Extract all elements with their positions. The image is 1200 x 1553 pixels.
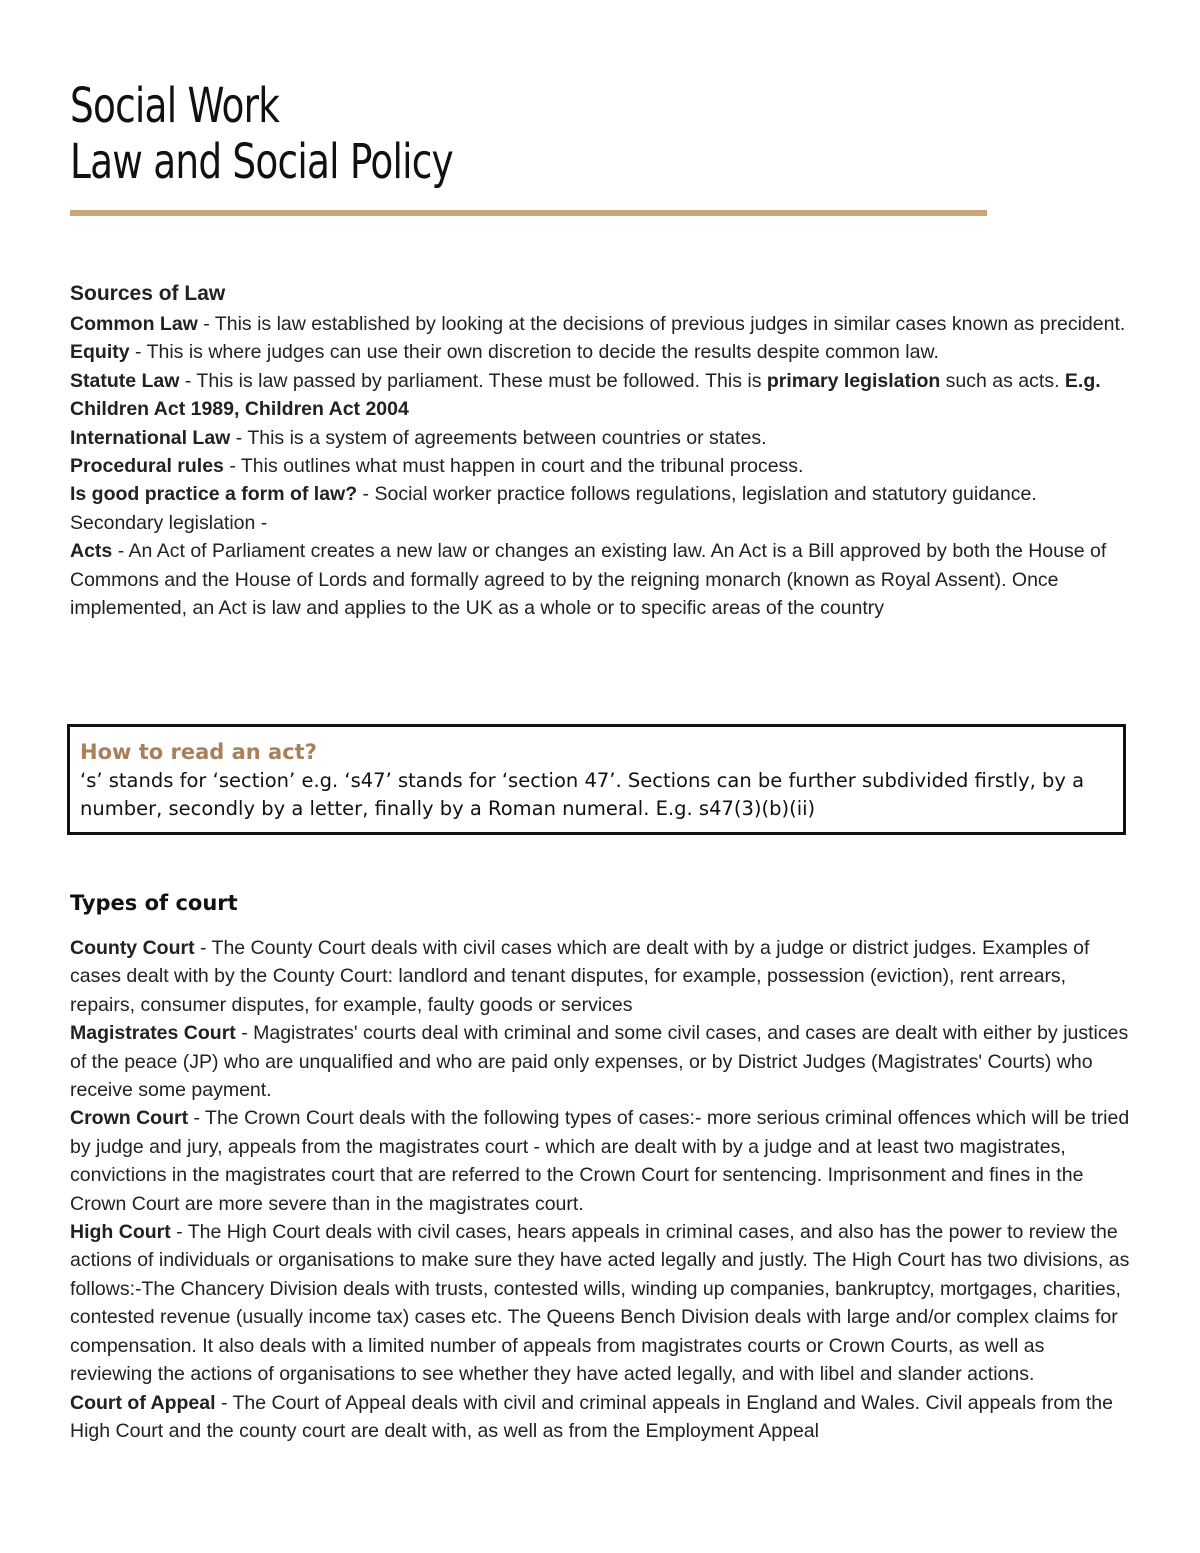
text-court-of-appeal: - The Court of Appeal deals with civil and criminal appeals in England and Wales. Civil appeals from the High Court and the county court are dealt with, as well as from the Employment Appeal xyxy=(70,1391,1113,1442)
term-international-law: International Law xyxy=(70,426,231,449)
text-high-court: - The High Court deals with civil cases, hears appeals in criminal cases, and also has the power to review the actions of individuals or organisations to make sure they have acted legally and justly. The High Court has two divisions, as follows:-The Chancery Division deals with trusts, contested wills, winding up companies, bankruptcy, mortgages, charities, contested revenue (usually income tax) cases etc. The Queens Bench Division deals with large and/or complex claims for compensation. It also deals with a limited number of appeals from magistrates courts or Crown Courts, as well as reviewing the actions of organisations to see whether they have acted legally, and with libel and slander actions. xyxy=(70,1221,1130,1386)
term-good-practice: Is good practice a form of law? xyxy=(70,483,358,506)
entry-magistrates-court xyxy=(70,1019,1132,1104)
callout-body: ‘s’ stands for ‘section’ e.g. ‘s47’ stands for ‘section 47’. Sections can be further subdivided firstly, by a number, secondly by a letter, finally by a Roman numeral. E.g. s47(3)(b)(ii) xyxy=(80,769,1085,820)
term-common-law: Common Law xyxy=(70,313,198,335)
entry-high-court xyxy=(70,1218,1132,1388)
how-to-read-act-callout xyxy=(67,724,1126,835)
text-county-court: - The County Court deals with civil cases which are dealt with by a judge or district judges. Examples of cases dealt with by the County Court: landlord and tenant disputes, for example, possession (eviction), rent arrears, repairs, consumer disputes, for example, faulty goods or services xyxy=(70,937,1090,1016)
entry-procedural-rules xyxy=(70,452,1132,480)
entry-secondary-legislation: Secondary legislation - xyxy=(70,511,268,534)
term-court-of-appeal: Court of Appeal xyxy=(70,1391,216,1414)
callout-title: How to read an act? xyxy=(80,740,317,764)
text-statute-b: such as acts. xyxy=(940,369,1065,392)
text-common-law: - This is law established by looking at the decisions of previous judges in similar cases known as precident. xyxy=(197,313,1126,335)
text-crown-court: - The Crown Court deals with the following types of cases:- more serious criminal offences which will be tried by judge and jury, appeals from the magistrates court - which are dealt with by a judge and at least two magistrates, convictions in the magistrates court that are referred to the Crown Court for sentencing. Imprisonment and fines in the Crown Court are more severe than in the magistrates court. xyxy=(70,1107,1130,1215)
term-statute-law: Statute Law xyxy=(70,369,180,392)
term-primary-legislation: primary legislation xyxy=(766,369,941,392)
term-equity: Equity xyxy=(70,341,130,364)
term-crown-court: Crown Court xyxy=(70,1107,189,1130)
entry-court-of-appeal xyxy=(70,1389,1132,1446)
document-title xyxy=(70,78,453,190)
term-county-court: County Court xyxy=(70,937,195,959)
term-magistrates-court: Magistrates Court xyxy=(70,1022,236,1045)
term-procedural-rules: Procedural rules xyxy=(70,455,224,478)
entry-county-court xyxy=(70,934,1132,1019)
term-acts: Acts xyxy=(70,540,113,563)
term-high-court: High Court xyxy=(70,1221,171,1244)
sources-heading: Sources of Law xyxy=(70,282,226,305)
types-heading: Types of court xyxy=(70,891,238,915)
entry-acts xyxy=(70,537,1132,622)
title-divider xyxy=(70,210,987,216)
entry-crown-court xyxy=(70,1104,1132,1218)
types-of-court-section xyxy=(70,888,1132,1445)
text-good-practice: - Social worker practice follows regulations, legislation and statutory guidance. xyxy=(357,483,1037,506)
text-statute-a: - This is law passed by parliament. These must be followed. This is xyxy=(179,369,767,392)
entry-common-law xyxy=(70,310,1132,338)
title-line-1: Social Work xyxy=(70,78,280,134)
entry-international-law xyxy=(70,424,1132,452)
title-line-2: Law and Social Policy xyxy=(70,134,453,190)
entry-equity xyxy=(70,338,1132,366)
text-procedural-rules: - This outlines what must happen in court and the tribunal process. xyxy=(223,455,804,478)
text-acts: - An Act of Parliament creates a new law or changes an existing law. An Act is a Bill approved by both the House of Commons and the House of Lords and formally agreed to by the reigning monarch (known as Royal Assent). Once implemented, an Act is law and applies to the UK as a whole or to specific areas of the country xyxy=(70,540,1107,620)
text-international-law: - This is a system of agreements between countries or states. xyxy=(230,426,767,449)
sources-of-law-section xyxy=(70,280,1132,622)
entry-good-practice xyxy=(70,480,1132,508)
text-equity: - This is where judges can use their own discretion to decide the results despite common law. xyxy=(129,341,939,364)
text-magistrates-court: - Magistrates' courts deal with criminal and some civil cases, and cases are dealt with either by justices of the peace (JP) who are unqualified and who are paid only expenses, or by District Judges (Magistrates' Courts) who receive some payment. xyxy=(70,1022,1129,1102)
entry-statute-law xyxy=(70,367,1132,424)
statute-example: E.g. Children Act 1989, Children Act 2004 xyxy=(70,369,1101,421)
